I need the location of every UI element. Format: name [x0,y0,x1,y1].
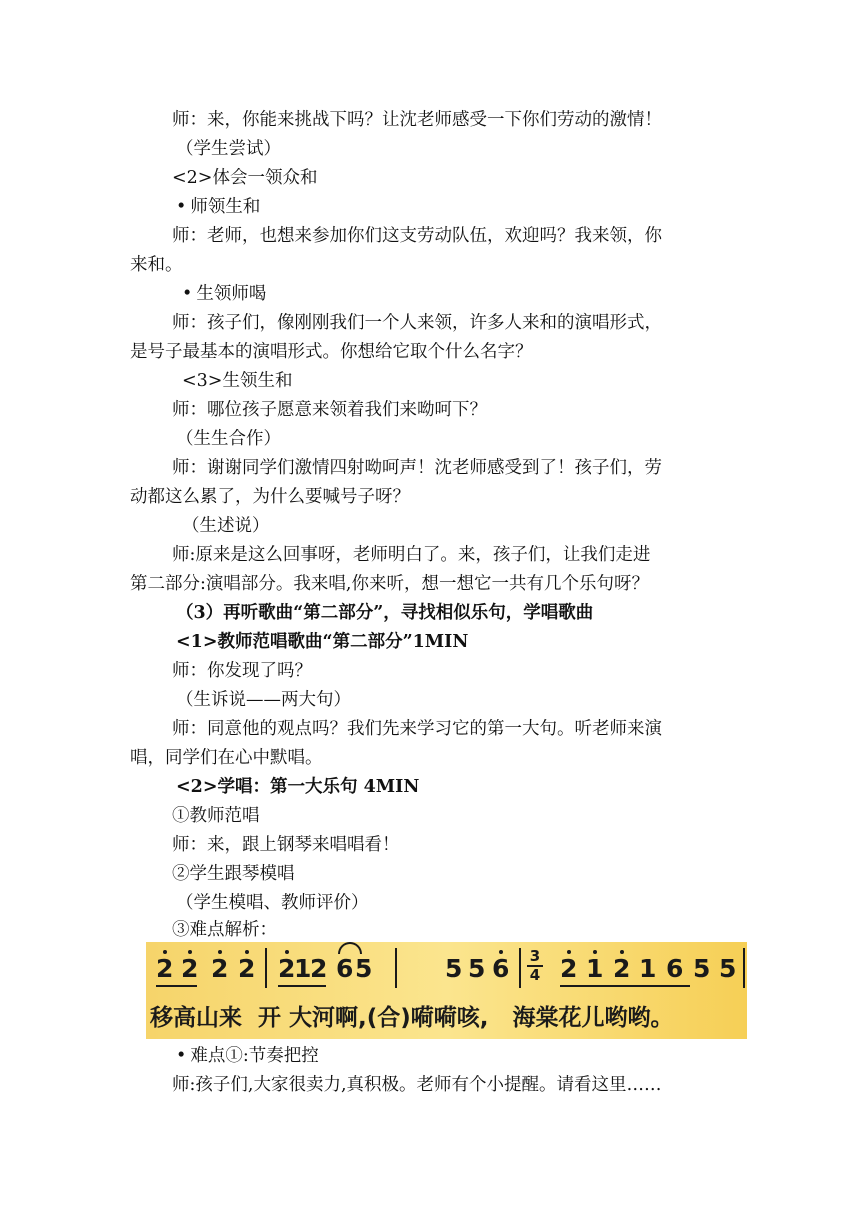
bar-line [265,948,267,988]
note: 1 [639,954,657,983]
note: 2 [238,954,256,983]
note: 5 [445,954,463,983]
note: 2 [613,954,631,983]
bullet-item: • 师领生和 [176,194,260,220]
text-line: 唱，同学们在心中默唱。 [130,748,323,768]
time-signature: $\frac{3}{4}$ [527,948,543,984]
subsection-heading: <2>学唱：第一大乐句 4MIN [176,777,420,797]
text-line: 师：谢谢同学们激情四射呦呵声！沈老师感受到了！孩子们，劳 [172,458,662,478]
note: 6 [666,954,684,983]
bar-line [743,948,745,988]
text-line: ②学生跟琴模唱 [172,864,295,884]
note: 6 [492,954,510,983]
subsection-heading: <1>教师范唱歌曲“第二部分”1MIN [176,632,469,652]
note: 2 [181,954,199,983]
bar-line [519,948,521,988]
note-underline [278,985,326,987]
note: 5 [468,954,486,983]
text-line: 是号子最基本的演唱形式。你想给它取个什么名字？ [130,342,533,362]
note: 5 [719,954,737,983]
section-heading: （3）再听歌曲“第二部分”，寻找相似乐句，学唱歌曲 [176,603,594,623]
text-line: （生述说） [182,516,270,536]
text-line: 动都这么累了，为什么要喊号子呀？ [130,487,410,507]
note: 2 [156,954,174,983]
text-line: 师:孩子们,大家很卖力,真积极。老师有个小提醒。请看这里…… [172,1075,662,1095]
bullet-item: • 难点①:节奏把控 [176,1043,319,1069]
text-line: （学生模唱、教师评价） [176,893,369,913]
note-underline [560,985,690,987]
text-line: ③难点解析： [172,920,277,940]
text-line: 师：老师，也想来参加你们这支劳动队伍，欢迎吗？我来领，你 [172,226,662,246]
note: 1 [294,954,312,983]
slur-mark [338,942,362,954]
lyrics-line: 移高山来 开 大河啊,(合)嗬嗬咳, 海棠花儿哟哟。 [150,1005,674,1031]
text-line: 师：来，你能来挑战下吗？让沈老师感受一下你们劳动的激情！ [172,110,662,130]
note: 2 [211,954,229,983]
note: 2 [560,954,578,983]
text-line: 第二部分:演唱部分。我来唱,你来听，想一想它一共有几个乐句呀？ [130,574,649,594]
note: 1 [586,954,604,983]
notation-notes [146,942,747,992]
text-line: 来和。 [130,255,183,275]
note: 6 [336,954,354,983]
note: 2 [310,954,328,983]
text-line: 师:原来是这么回事呀，老师明白了。来，孩子们，让我们走进 [172,545,651,565]
numbered-notation-image [146,942,747,1039]
text-line: 师：同意他的观点吗？我们先来学习它的第一大句。听老师来演 [172,719,662,739]
text-line: （学生尝试） [176,139,281,159]
text-line: <3>生领生和 [182,371,293,391]
note: 5 [355,954,373,983]
text-line: <2>体会一领众和 [172,168,318,188]
text-line: （生诉说——两大句） [176,690,351,710]
text-line: 师：哪位孩子愿意来领着我们来呦呵下？ [172,400,487,420]
note-underline [156,985,197,987]
text-line: （生生合作） [176,429,281,449]
text-line: 师：来，跟上钢琴来唱唱看！ [172,835,400,855]
bar-line [395,948,397,988]
bullet-item: • 生领师喝 [182,281,266,307]
note: 5 [693,954,711,983]
note: 2 [278,954,296,983]
text-line: ①教师范唱 [172,806,260,826]
text-line: 师：孩子们，像刚刚我们一个人来领，许多人来和的演唱形式， [172,313,662,333]
text-line: 师：你发现了吗？ [172,661,312,681]
